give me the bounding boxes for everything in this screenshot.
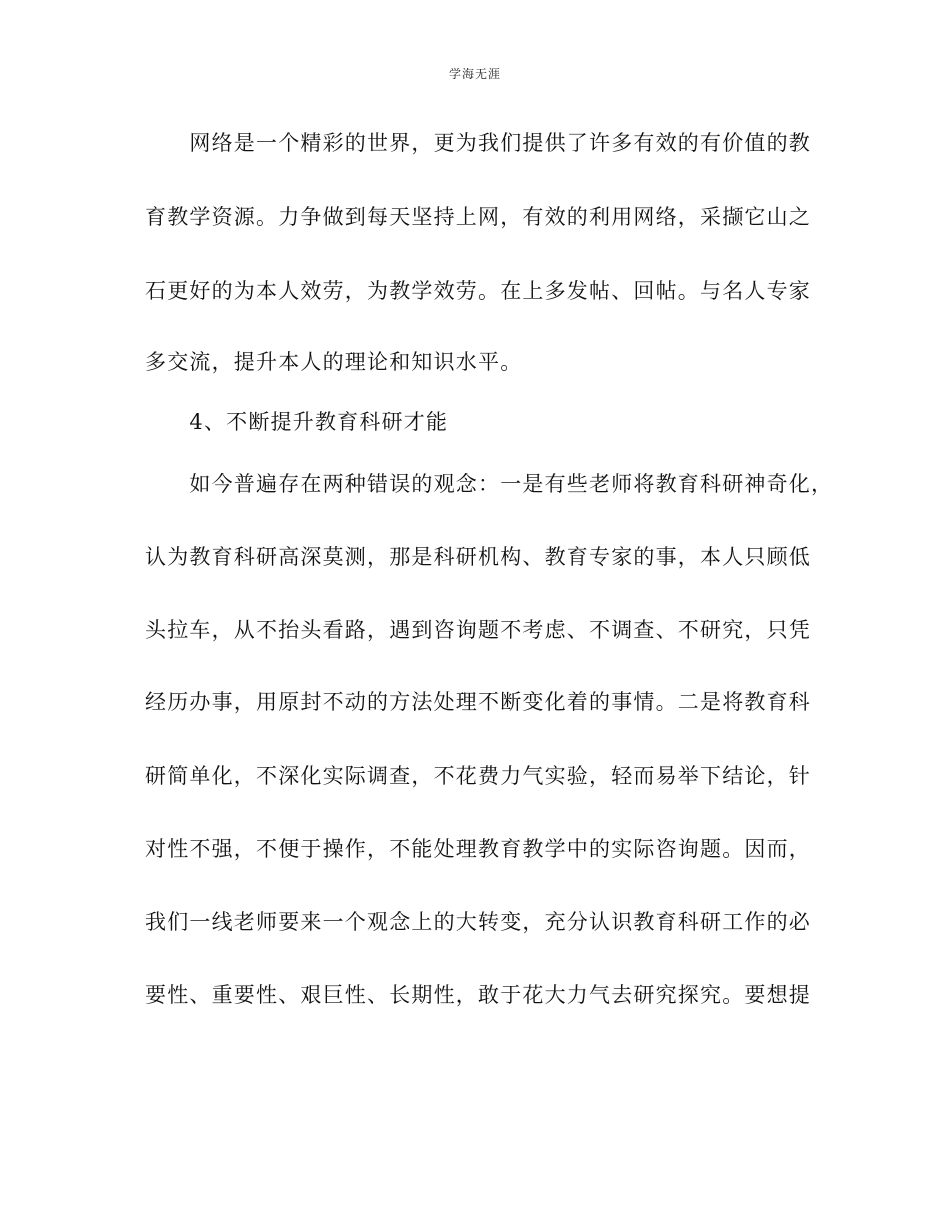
paragraph-line: 我们一线老师要来一个观念上的大转变，充分认识教育科研工作的必 bbox=[145, 910, 811, 934]
paragraph-line: 网络是一个精彩的世界，更为我们提供了许多有效的有价值的教 bbox=[145, 131, 811, 155]
section-heading: 4、不断提升教育科研才能 bbox=[145, 410, 449, 434]
paragraph-line: 经历办事，用原封不动的方法处理不断变化着的事情。二是将教育科 bbox=[145, 690, 811, 714]
paragraph-line: 头拉车，从不抬头看路，遇到咨询题不考虑、不调查、不研究，只凭 bbox=[145, 618, 811, 642]
paragraph-line: 对性不强，不便于操作，不能处理教育教学中的实际咨询题。因而， bbox=[145, 837, 811, 861]
paragraph-line: 多交流，提升本人的理论和知识水平。 bbox=[145, 350, 523, 374]
paragraph-line: 石更好的为本人效劳，为教学效劳。在上多发帖、回帖。与名人专家 bbox=[145, 279, 811, 303]
page-header: 学海无涯 bbox=[448, 67, 501, 81]
paragraph-line: 要性、重要性、艰巨性、长期性，敢于花大力气去研究探究。要想提 bbox=[145, 983, 811, 1007]
paragraph-line: 认为教育科研高深莫测，那是科研机构、教育专家的事，本人只顾低 bbox=[145, 545, 811, 569]
paragraph-line: 研简单化，不深化实际调查，不花费力气实验，轻而易举下结论，针 bbox=[145, 764, 811, 788]
paragraph-line: 如今普遍存在两种错误的观念：一是有些老师将教育科研神奇化， bbox=[145, 472, 834, 496]
paragraph-line: 育教学资源。力争做到每天坚持上网，有效的利用网络，采撷它山之 bbox=[145, 205, 811, 229]
